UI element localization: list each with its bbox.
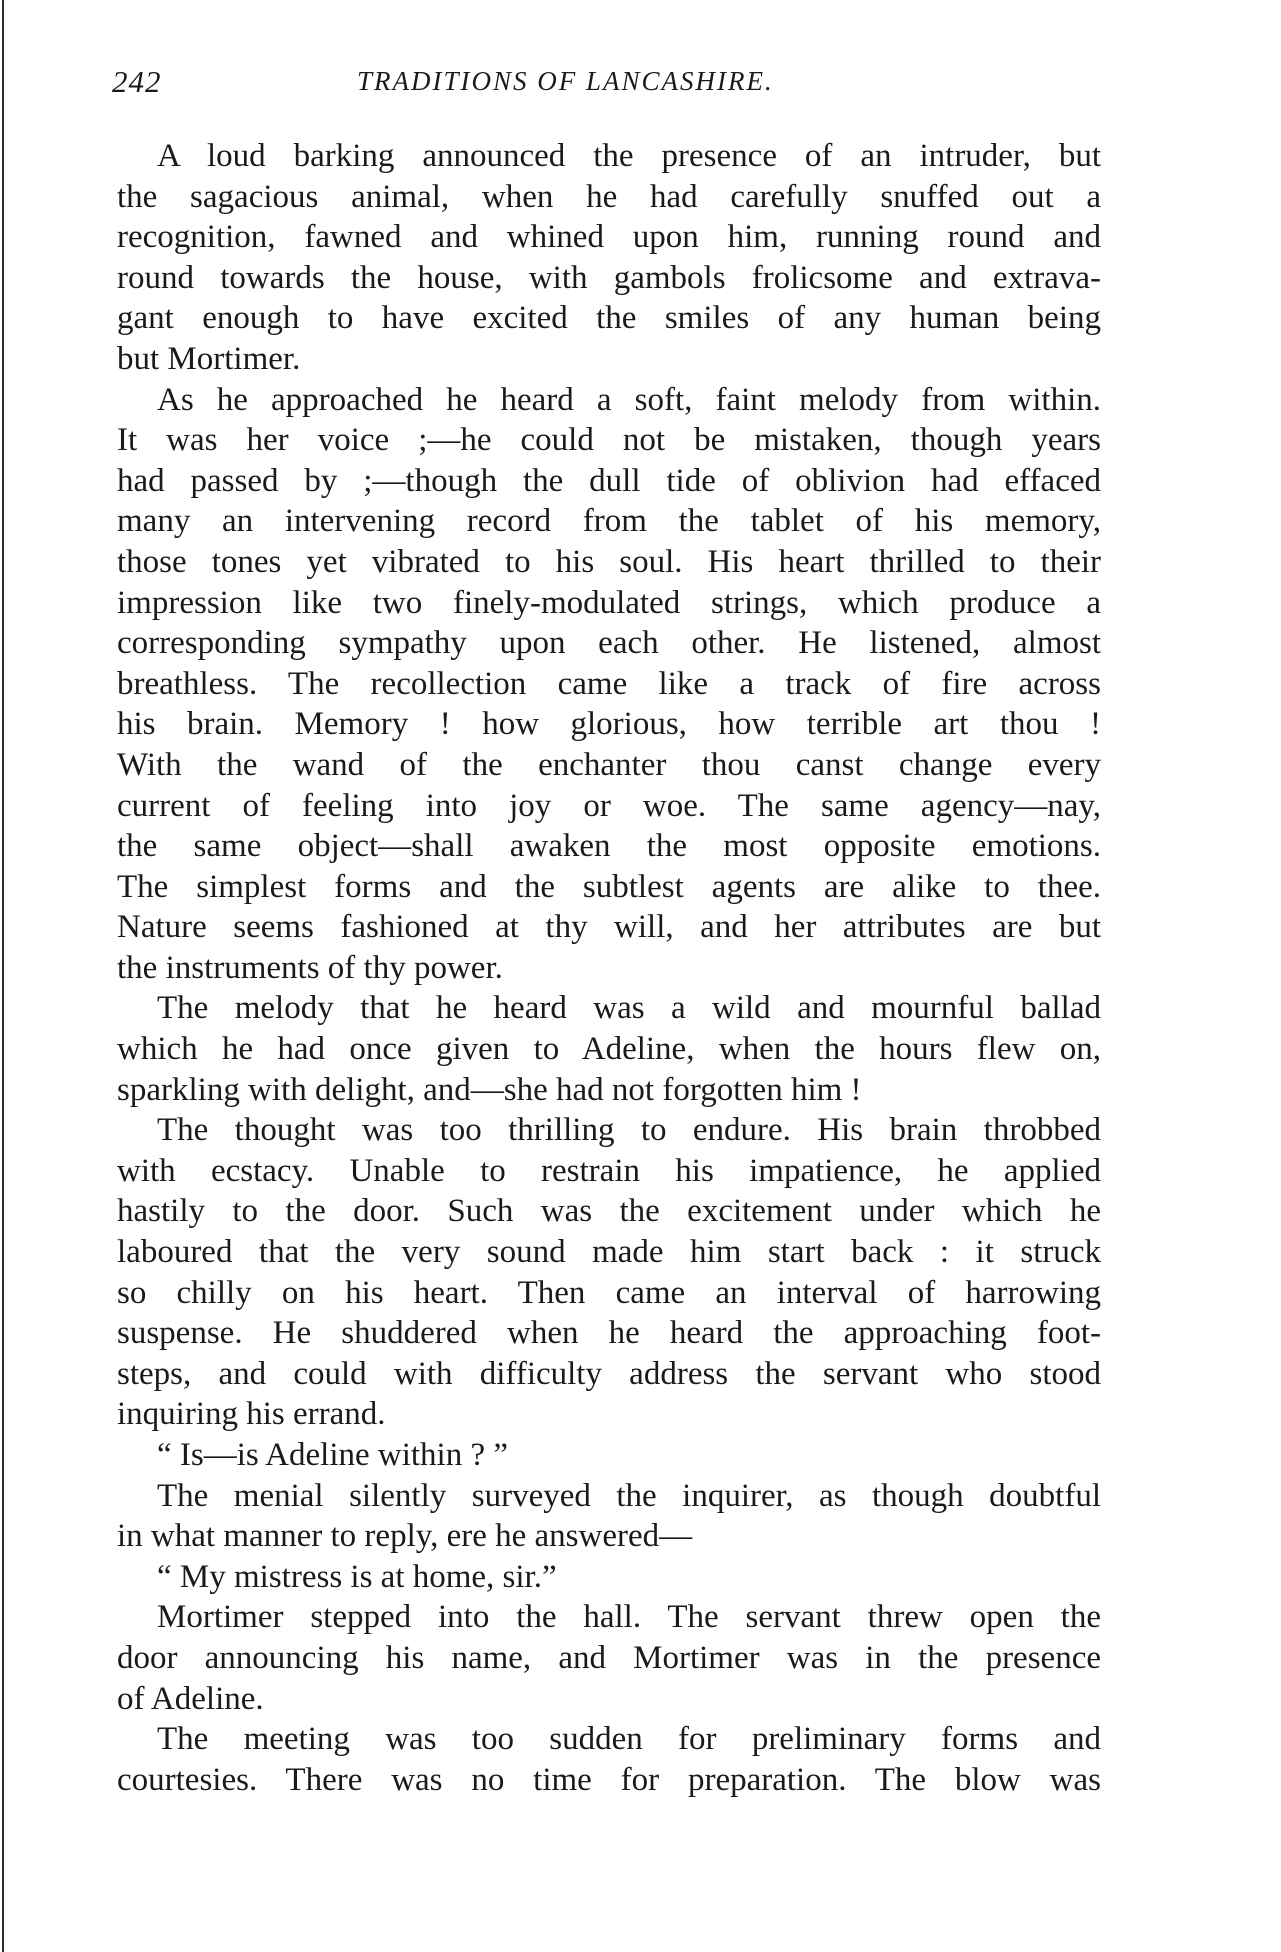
text-line: The simplest forms and the subtlest agents are alike to thee.	[117, 868, 1101, 905]
text-line: Mortimer stepped into the hall. The servant threw open the	[157, 1599, 1101, 1636]
text-line: The melody that he heard was a wild and mournful ballad	[157, 990, 1101, 1027]
text-line: hastily to the door. Such was the excitement under which he	[117, 1193, 1101, 1230]
text-line: sparkling with delight, and—she had not forgotten him !	[117, 1071, 862, 1108]
text-line: the instruments of thy power.	[117, 949, 503, 986]
page-number: 242	[112, 64, 162, 99]
text-line: gant enough to have excited the smiles of any human being	[117, 300, 1101, 337]
running-head	[112, 64, 1102, 104]
text-line: The meeting was too sudden for preliminary forms and	[157, 1721, 1101, 1758]
text-line: the sagacious animal, when he had carefully snuffed out a	[117, 178, 1101, 215]
text-line: those tones yet vibrated to his soul. His heart thrilled to their	[117, 543, 1101, 580]
text-line: so chilly on his heart. Then came an interval of harrowing	[117, 1274, 1101, 1311]
text-line: With the wand of the enchanter thou canst change every	[117, 746, 1101, 783]
text-line: recognition, fawned and whined upon him, running round and	[117, 219, 1101, 256]
text-line: steps, and could with difficulty address the servant who stood	[117, 1355, 1101, 1392]
text-line: round towards the house, with gambols frolicsome and extrava-	[117, 259, 1101, 296]
text-line: impression like two finely-modulated strings, which produce a	[117, 584, 1101, 621]
text-line: but Mortimer.	[117, 340, 301, 377]
text-line: Nature seems fashioned at thy will, and her attributes are but	[117, 909, 1101, 946]
text-line: courtesies. There was no time for preparation. The blow was	[117, 1761, 1101, 1798]
running-title: TRADITIONS OF LANCASHIRE.	[357, 66, 774, 96]
text-line: had passed by ;—though the dull tide of oblivion had effaced	[117, 462, 1101, 499]
text-line: which he had once given to Adeline, when the hours flew on,	[117, 1031, 1101, 1068]
text-line: As he approached he heard a soft, faint melody from within.	[157, 381, 1101, 418]
text-line: The menial silently surveyed the inquirer, as though doubtful	[157, 1477, 1101, 1514]
text-line: door announcing his name, and Mortimer was in the presence	[117, 1639, 1101, 1676]
text-line: with ecstacy. Unable to restrain his impatience, he applied	[117, 1152, 1101, 1189]
text-line: “ My mistress is at home, sir.”	[157, 1558, 557, 1595]
text-line: suspense. He shuddered when he heard the approaching foot-	[117, 1315, 1101, 1352]
text-line: laboured that the very sound made him start back : it struck	[117, 1234, 1101, 1271]
text-line: many an intervening record from the tablet of his memory,	[117, 503, 1101, 540]
text-line: The thought was too thrilling to endure. His brain throbbed	[157, 1112, 1101, 1149]
page-edge-line	[2, 0, 4, 1952]
text-line: the same object—shall awaken the most opposite emotions.	[117, 828, 1101, 865]
text-line: A loud barking announced the presence of an intruder, but	[157, 138, 1101, 174]
text-line: breathless. The recollection came like a track of fire across	[117, 665, 1101, 702]
text-line: of Adeline.	[117, 1680, 264, 1717]
text-line: inquiring his errand.	[117, 1396, 386, 1433]
text-line: his brain. Memory ! how glorious, how terrible art thou !	[117, 706, 1101, 743]
text-line: current of feeling into joy or woe. The same agency—nay,	[117, 787, 1101, 824]
body-text	[117, 136, 1101, 1800]
text-line: It was her voice ;—he could not be mistaken, though years	[117, 422, 1101, 459]
text-line: in what manner to reply, ere he answered—	[117, 1518, 693, 1555]
text-line: “ Is—is Adeline within ? ”	[157, 1437, 509, 1473]
text-line: corresponding sympathy upon each other. He listened, almost	[117, 625, 1101, 662]
